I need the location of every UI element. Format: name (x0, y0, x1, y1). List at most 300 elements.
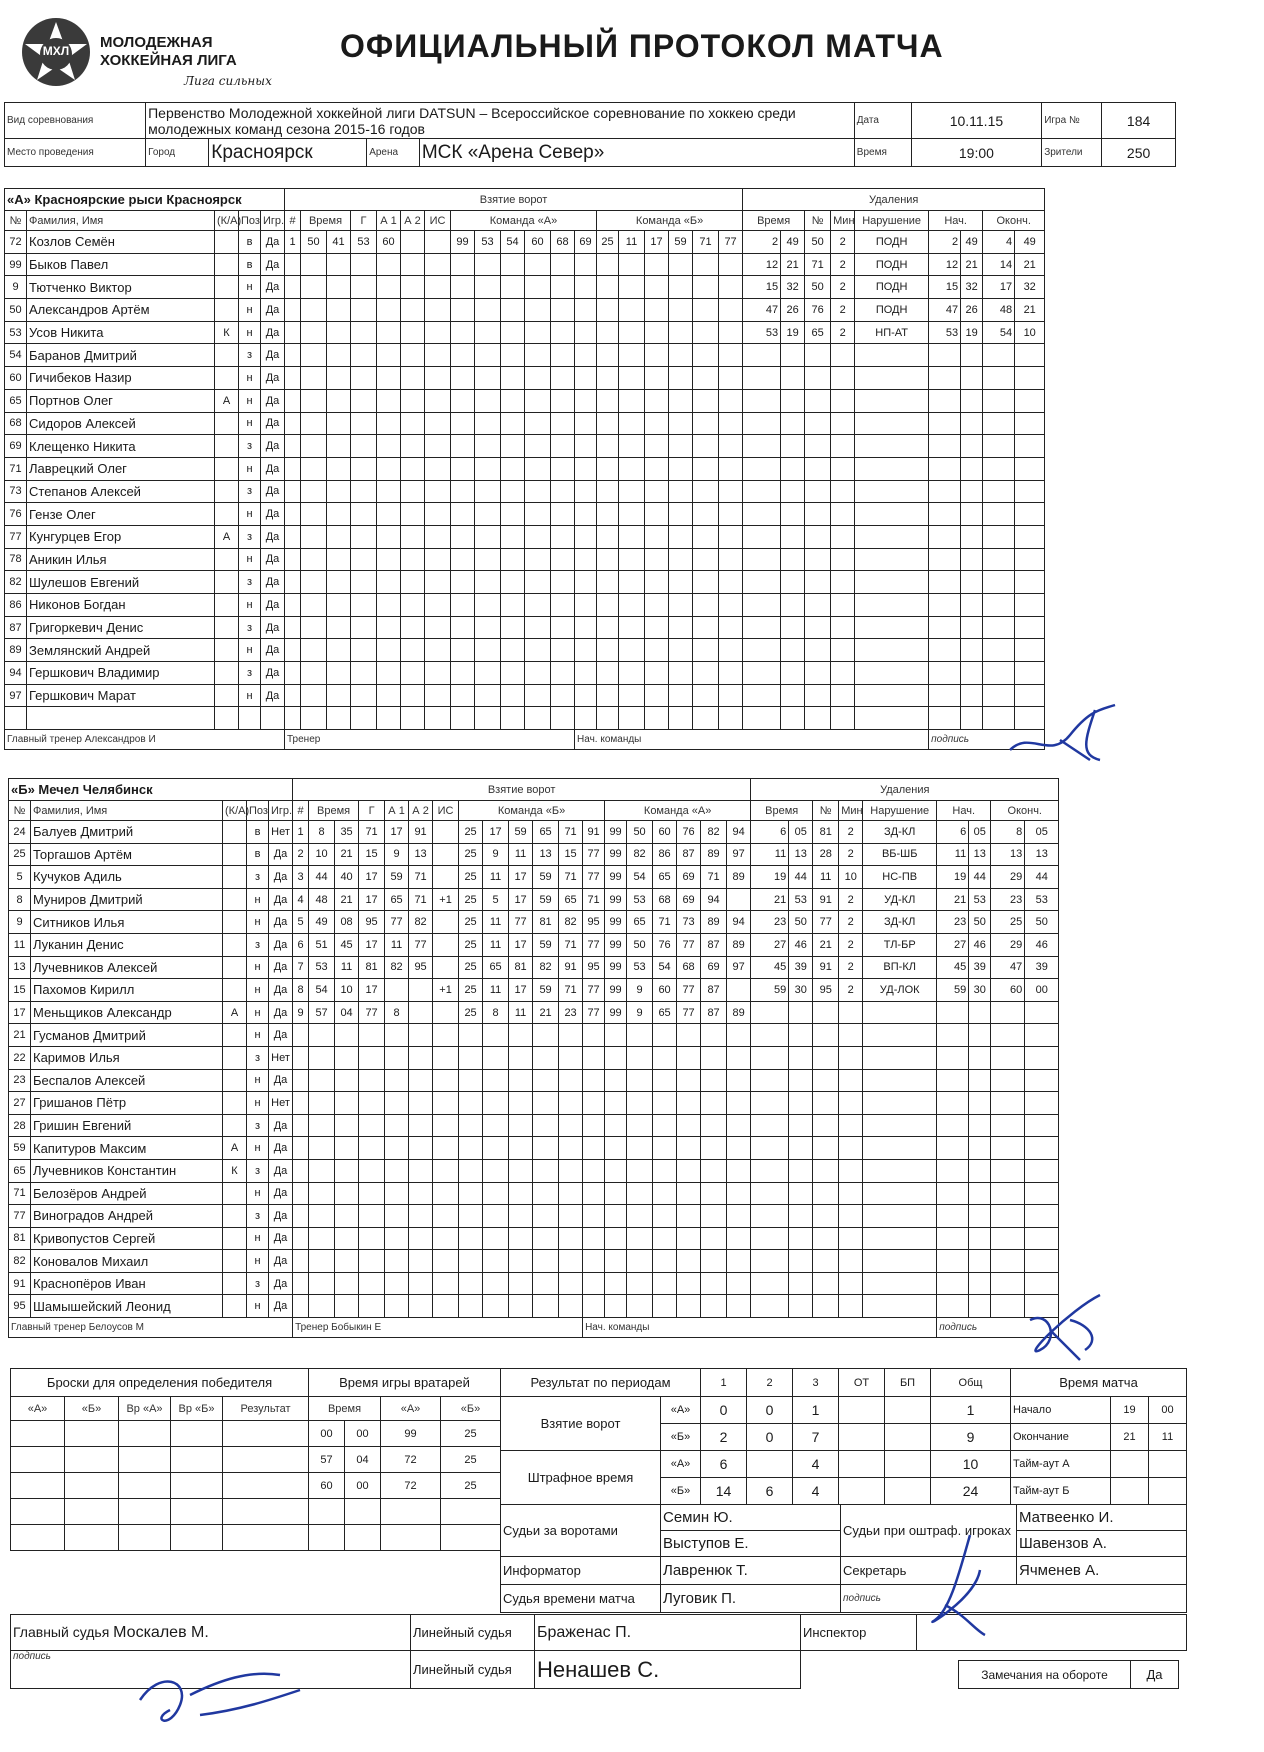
empty-cell (377, 594, 401, 617)
empty-cell (285, 662, 301, 685)
empty-cell (743, 367, 781, 390)
empty-cell (377, 321, 401, 344)
empty-cell (727, 1159, 751, 1182)
empty-cell (961, 616, 983, 639)
empty-cell (501, 639, 525, 662)
player-played: Да (269, 1069, 293, 1092)
end-m: 11 (1149, 1424, 1187, 1451)
referee-sign-label: подпись (11, 1651, 411, 1689)
empty-cell (677, 1069, 701, 1092)
empty-cell (409, 1046, 433, 1069)
player-role (215, 684, 239, 707)
player-number: 25 (9, 843, 31, 866)
empty-cell (831, 594, 855, 617)
player-role (215, 571, 239, 594)
empty-cell (433, 1227, 459, 1250)
empty-cell (983, 344, 1015, 367)
empty-cell (327, 480, 351, 503)
player-role: К (215, 321, 239, 344)
empty-cell (335, 1205, 359, 1228)
goal-minute: 49 (309, 911, 335, 934)
periods-title: Результат по периодам (501, 1369, 701, 1397)
on-ice-second: 99 (605, 821, 627, 844)
player-name: Беспалов Алексей (31, 1069, 223, 1092)
empty-cell (863, 1272, 937, 1295)
empty-cell (301, 367, 327, 390)
empty-cell (359, 1205, 385, 1228)
empty-cell (501, 571, 525, 594)
empty-cell (983, 389, 1015, 412)
empty-cell (359, 1114, 385, 1137)
referee: Москалев М. (113, 1623, 209, 1641)
empty-cell (751, 1137, 789, 1160)
empty-cell (309, 1046, 335, 1069)
player-played: Да (269, 1205, 293, 1228)
player-position: з (247, 1159, 269, 1182)
empty-cell (863, 1024, 937, 1047)
empty-cell (525, 616, 551, 639)
empty-cell (597, 344, 619, 367)
empty-cell (285, 548, 301, 571)
period-value: 4 (793, 1451, 839, 1478)
team-b-label: «Б» (661, 1424, 701, 1451)
col-pos: Поз (247, 801, 269, 821)
on-ice-second: 87 (677, 843, 701, 866)
empty-cell (929, 571, 961, 594)
goal-assist-1: 9 (385, 843, 409, 866)
empty-cell (385, 1114, 409, 1137)
table-row (5, 525, 1045, 548)
empty-cell (983, 503, 1015, 526)
empty-cell (693, 344, 719, 367)
col-pen-end: Оконч. (983, 211, 1045, 231)
empty-cell (509, 1159, 533, 1182)
on-ice-first: 65 (559, 888, 583, 911)
empty-cell (501, 503, 525, 526)
empty-cell (719, 662, 743, 685)
empty-cell (475, 503, 501, 526)
empty-cell (781, 594, 805, 617)
penalty-start-min: 21 (937, 888, 969, 911)
empty-cell (863, 1295, 937, 1318)
empty-cell (693, 571, 719, 594)
empty-cell (1025, 1182, 1059, 1205)
empty-cell (743, 525, 781, 548)
penalty-end-min: 47 (991, 956, 1025, 979)
empty-cell (385, 1024, 409, 1047)
on-ice-first: 5 (483, 888, 509, 911)
goal-assist-2 (409, 1001, 433, 1024)
empty-cell (293, 1250, 309, 1273)
on-ice-second: 99 (605, 956, 627, 979)
empty-cell (509, 1295, 533, 1318)
goal-assist-2 (401, 231, 425, 254)
empty-cell (605, 1250, 627, 1273)
empty-cell (293, 1114, 309, 1137)
player-position: н (247, 956, 269, 979)
player-role (223, 911, 247, 934)
period-col: 2 (747, 1369, 793, 1397)
empty-cell (719, 299, 743, 322)
col-assist-2: А 2 (401, 211, 425, 231)
empty-cell (719, 525, 743, 548)
empty-cell (583, 1182, 605, 1205)
empty-cell (525, 253, 551, 276)
empty-cell (525, 435, 551, 458)
player-name: Быков Павел (27, 253, 215, 276)
player-played: Да (269, 911, 293, 934)
empty-cell (855, 344, 929, 367)
empty-cell (693, 684, 719, 707)
period-value (885, 1397, 931, 1424)
on-ice-second: 99 (605, 979, 627, 1002)
on-ice-first: 68 (551, 231, 575, 254)
empty-cell (937, 1046, 969, 1069)
penalty-minutes: 2 (831, 321, 855, 344)
col-goal-time: Время (309, 801, 359, 821)
empty-cell (409, 1069, 433, 1092)
table-row (5, 299, 1045, 322)
player-role (215, 594, 239, 617)
goal-minute: 50 (301, 231, 327, 254)
empty-cell (475, 616, 501, 639)
trainer: Тренер Бобыкин Е (293, 1318, 583, 1338)
empty-cell (409, 1272, 433, 1295)
penalty-second: 30 (789, 979, 813, 1002)
empty-cell (789, 1250, 813, 1273)
empty-cell (425, 616, 451, 639)
empty-cell (293, 1272, 309, 1295)
empty-cell (719, 276, 743, 299)
goal-minute: 51 (309, 933, 335, 956)
empty-cell (597, 594, 619, 617)
goalie-time-table (308, 1368, 501, 1551)
player-name: Кучуков Адиль (31, 866, 223, 889)
col-game: Игр. (269, 801, 293, 821)
goalie-row: 72 (381, 1473, 441, 1499)
goal-situation: +1 (433, 888, 459, 911)
player-name: Гришанов Пётр (31, 1092, 223, 1115)
empty-cell (781, 571, 805, 594)
empty-cell (451, 684, 475, 707)
empty-cell (597, 548, 619, 571)
player-played: Да (269, 1137, 293, 1160)
empty-cell (27, 707, 215, 730)
empty-cell (937, 1024, 969, 1047)
player-role (223, 1182, 247, 1205)
goal-situation (433, 821, 459, 844)
empty-cell (597, 662, 619, 685)
on-ice-second (727, 979, 751, 1002)
empty-cell (335, 1069, 359, 1092)
penalty-end-sec: 21 (1015, 299, 1045, 322)
empty-cell (701, 1024, 727, 1047)
empty-cell (451, 616, 475, 639)
player-number: 59 (9, 1137, 31, 1160)
col-assist-2: А 2 (409, 801, 433, 821)
empty-cell (359, 1250, 385, 1273)
penalty-minutes: 2 (839, 821, 863, 844)
goals-header: Взятие ворот (285, 189, 743, 211)
empty-cell (309, 1092, 335, 1115)
empty-cell (401, 707, 425, 730)
empty-cell (929, 367, 961, 390)
player-role (215, 231, 239, 254)
empty-cell (813, 1159, 839, 1182)
on-ice-second: 71 (653, 911, 677, 934)
secretary-label: Секретарь (841, 1557, 1017, 1585)
penalty-player: 21 (813, 933, 839, 956)
empty-cell (359, 1272, 385, 1295)
player-position: з (247, 1272, 269, 1295)
empty-cell (309, 1182, 335, 1205)
empty-cell (285, 594, 301, 617)
table-row (5, 503, 1045, 526)
table-row (5, 253, 1045, 276)
empty-cell (301, 639, 327, 662)
player-role (215, 276, 239, 299)
empty-cell (559, 1159, 583, 1182)
player-number: 5 (9, 866, 31, 889)
period-value: 7 (793, 1424, 839, 1451)
empty-cell (475, 707, 501, 730)
player-number: 76 (5, 503, 27, 526)
on-ice-first: 11 (483, 911, 509, 934)
empty-cell (627, 1069, 653, 1092)
goal-second: 10 (335, 979, 359, 1002)
on-ice-first: 59 (533, 933, 559, 956)
empty-cell (385, 1205, 409, 1228)
penalty-judge-1: Матвеенко И. (1017, 1505, 1187, 1531)
empty-cell (501, 457, 525, 480)
empty-cell (839, 1137, 863, 1160)
empty-cell (401, 616, 425, 639)
empty-cell (285, 276, 301, 299)
penalty-minutes: 10 (839, 866, 863, 889)
player-position: н (239, 321, 261, 344)
empty-cell (813, 1046, 839, 1069)
table-row (5, 276, 1045, 299)
empty-cell (597, 639, 619, 662)
empty-cell (327, 435, 351, 458)
empty-cell (351, 344, 377, 367)
page-title: ОФИЦИАЛЬНЫЙ ПРОТОКОЛ МАТЧА (340, 28, 944, 64)
empty-cell (409, 1205, 433, 1228)
empty-cell (377, 299, 401, 322)
empty-cell (669, 253, 693, 276)
empty-cell (645, 321, 669, 344)
empty-cell (501, 276, 525, 299)
empty-cell (969, 1024, 991, 1047)
officials-sign-label: подпись (841, 1585, 1187, 1613)
col-goal-num: # (285, 211, 301, 231)
empty-cell (969, 1159, 991, 1182)
player-name: Тютченко Виктор (27, 276, 215, 299)
empty-cell (863, 1205, 937, 1228)
table-row (9, 821, 1059, 844)
informer-label: Информатор (501, 1557, 661, 1585)
empty-cell (813, 1227, 839, 1250)
empty-cell (327, 707, 351, 730)
shootout-col-a: «А» (11, 1397, 65, 1421)
empty-cell (969, 1114, 991, 1137)
empty-cell (991, 1227, 1025, 1250)
on-ice-first: 71 (559, 866, 583, 889)
empty-cell (839, 1250, 863, 1273)
empty-cell (991, 1295, 1025, 1318)
empty-cell (693, 503, 719, 526)
empty-cell (653, 1092, 677, 1115)
col-ka: (К/А) (215, 211, 239, 231)
empty-cell (409, 1250, 433, 1273)
empty-cell (653, 1069, 677, 1092)
league-name-2: ХОККЕЙНАЯ ЛИГА (100, 52, 237, 69)
empty-cell (677, 1227, 701, 1250)
empty-cell (789, 1295, 813, 1318)
empty-cell (831, 367, 855, 390)
penalty-minutes: 2 (839, 843, 863, 866)
empty-cell (501, 367, 525, 390)
empty-cell (701, 1159, 727, 1182)
empty-cell (719, 253, 743, 276)
penalty-start-min: 12 (929, 253, 961, 276)
empty-cell (401, 571, 425, 594)
player-role (215, 503, 239, 526)
empty-cell (839, 1272, 863, 1295)
table-row (5, 389, 1045, 412)
empty-cell (583, 1046, 605, 1069)
empty-cell (409, 1114, 433, 1137)
empty-cell (575, 276, 597, 299)
empty-cell (719, 344, 743, 367)
empty-cell (627, 1114, 653, 1137)
empty-cell (425, 707, 451, 730)
empty-cell (425, 435, 451, 458)
player-number: 87 (5, 616, 27, 639)
player-name: Коновалов Михаил (31, 1250, 223, 1273)
on-ice-second: 50 (627, 821, 653, 844)
penalty-minutes: 2 (831, 253, 855, 276)
player-position: н (239, 548, 261, 571)
shootout-col-result: Результат (223, 1397, 309, 1421)
penalty-infraction: ПОДН (855, 299, 929, 322)
empty-cell (605, 1182, 627, 1205)
empty-cell (433, 1046, 459, 1069)
on-ice-second: 69 (677, 866, 701, 889)
table-row (5, 639, 1045, 662)
empty-cell (401, 276, 425, 299)
empty-cell (619, 276, 645, 299)
empty-cell (459, 1046, 483, 1069)
empty-cell (781, 684, 805, 707)
empty-cell (335, 1250, 359, 1273)
player-position: н (239, 276, 261, 299)
empty-cell (1015, 389, 1045, 412)
period-value (885, 1478, 931, 1505)
player-position: н (247, 911, 269, 934)
empty-cell (285, 571, 301, 594)
empty-cell (727, 1046, 751, 1069)
empty-cell (605, 1227, 627, 1250)
empty-cell (693, 594, 719, 617)
empty-cell (285, 435, 301, 458)
table-row (9, 1205, 1059, 1228)
col-team-first: Команда «А» (451, 211, 597, 231)
empty-cell (359, 1024, 385, 1047)
empty-cell (401, 662, 425, 685)
empty-cell (533, 1182, 559, 1205)
on-ice-second: 53 (627, 888, 653, 911)
empty-cell (743, 707, 781, 730)
empty-cell (533, 1137, 559, 1160)
player-role (215, 480, 239, 503)
player-position: н (239, 412, 261, 435)
empty-cell (301, 662, 327, 685)
empty-cell (525, 571, 551, 594)
period-total: 9 (931, 1424, 1011, 1451)
goal-minute: 53 (309, 956, 335, 979)
on-ice-second: 99 (605, 888, 627, 911)
empty-cell (359, 1159, 385, 1182)
player-name: Гершкович Марат (27, 684, 215, 707)
empty-cell (805, 684, 831, 707)
empty-cell (645, 548, 669, 571)
on-ice-first: 9 (483, 843, 509, 866)
empty-cell (669, 276, 693, 299)
empty-cell (789, 1159, 813, 1182)
on-ice-first: 11 (483, 979, 509, 1002)
player-position: н (239, 594, 261, 617)
empty-cell (351, 525, 377, 548)
col-assist-1: А 1 (385, 801, 409, 821)
player-position: з (239, 616, 261, 639)
empty-cell (619, 616, 645, 639)
table-row (5, 616, 1045, 639)
empty-cell (301, 321, 327, 344)
empty-cell (597, 684, 619, 707)
player-played: Да (261, 276, 285, 299)
goal-second: 08 (335, 911, 359, 934)
empty-cell (551, 457, 575, 480)
goal-assist-2: 71 (409, 866, 433, 889)
empty-cell (533, 1227, 559, 1250)
empty-cell (401, 321, 425, 344)
on-ice-second: 11 (619, 231, 645, 254)
empty-cell (459, 1227, 483, 1250)
empty-cell (377, 435, 401, 458)
empty-cell (377, 525, 401, 548)
period-value (885, 1451, 931, 1478)
empty-cell (401, 412, 425, 435)
penalty-minutes: 2 (839, 956, 863, 979)
empty-cell (605, 1092, 627, 1115)
penalty-start-min: 2 (929, 231, 961, 254)
table-row (9, 1159, 1059, 1182)
empty-cell (385, 1069, 409, 1092)
on-ice-second (727, 888, 751, 911)
player-name: Шулешов Евгений (27, 571, 215, 594)
player-number: 77 (5, 525, 27, 548)
empty-cell (727, 1295, 751, 1318)
player-number: 9 (9, 911, 31, 934)
empty-cell (501, 684, 525, 707)
empty-cell (645, 525, 669, 548)
penalty-infraction: ПОДН (855, 276, 929, 299)
empty-cell (377, 276, 401, 299)
empty-cell (459, 1205, 483, 1228)
empty-cell (309, 1024, 335, 1047)
empty-cell (351, 616, 377, 639)
